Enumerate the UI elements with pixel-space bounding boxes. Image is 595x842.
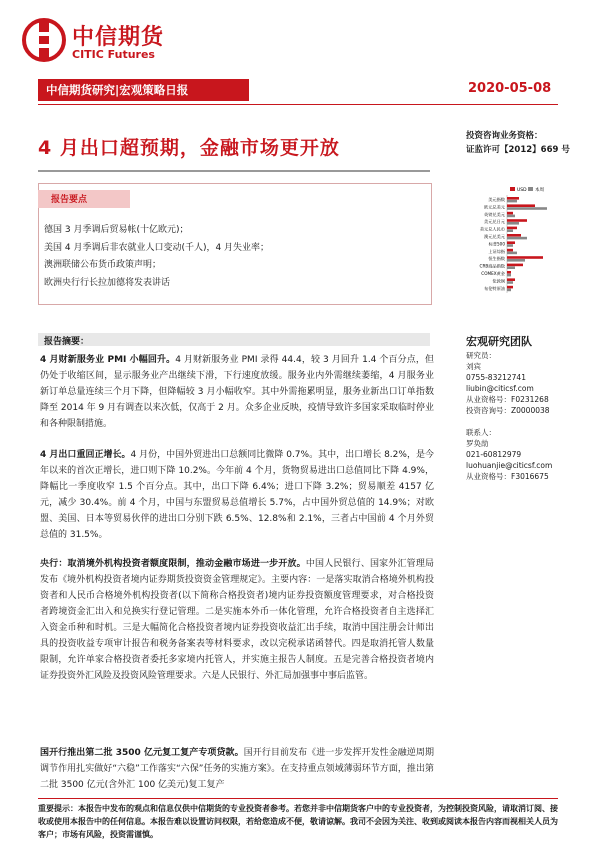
team-line: 从业资格号：F3016675 <box>466 472 549 481</box>
report-focus-list <box>44 222 269 292</box>
mini-chart-bar <box>507 256 543 259</box>
mini-chart-bar <box>507 241 515 244</box>
mini-chart-bar <box>507 200 517 203</box>
team-line: 研究员： <box>466 351 496 360</box>
team-line: 0755-83212741 <box>466 373 526 382</box>
mini-chart-bar <box>507 244 513 247</box>
mini-chart-label: 伦敦铜 <box>492 278 505 284</box>
paragraph-text: 中国人民银行、国家外汇管理局发布《境外机构投资者境内证券期货投资资金管理规定》。主要内容：一是落实取消合格境外机构投资者和人民币合格境外机构投资者(以下简称合格投资者)境内证券投资额度管理要求，对合格投资者跨境资金汇出入和兑换实行登记管理。二是实施本外币一体化管理，允许合格投资者自主选择汇入资金币种和时机。三是大幅简化合格投资者境内证券投资收益汇出手续，取消中国注册会计师出具的投资收益专项审计报告和税务备案表等材料要求，改以完税承诺函替代。四是取消托管人数量限制，允许单家合格投资者委托多家境内托管人，并实施主报告人制度。五是完善合格投资者境内证券投资外汇风险及投资风险管理要求。六是人民银行、外汇局加强事中事后监管。 <box>40 559 434 681</box>
paragraph-lead: 4 月财新服务业 PMI 小幅回升。 <box>40 355 176 365</box>
mini-chart-bar <box>507 286 513 289</box>
team-line: 联系人： <box>466 428 496 437</box>
team-line: 罗奂劼 <box>466 439 489 448</box>
team-contacts <box>466 350 552 482</box>
disclaimer: 重要提示：本报告中发布的观点和信息仅供中信期货的专业投资者参考。若您并非中信期货客户中的专业投资者，为控制投资风险，请取消订阅、接收或使用本报告中的任何信息。本报告难以设置访问权限，若给您造成不便，敬请谅解。我司不会因为关注、收到或阅读本报告内容而视相关人员为客户；市场有风险，投资需谨慎。 <box>38 804 558 839</box>
paragraph-text: 4 月财新服务业 PMI 录得 44.4，较 3 月回升 1.4 个百分点，但仍处于收缩区间，显示服务业产出继续下滑，下行速度放缓。服务业内外需继续萎缩，4 月服务业新订单总量连续三个月下降，但降幅较 3 月小幅收窄。其中外需拖累明显，服务业新出口订单指数降至 2014 年 9 月有调查以来次低，仅高于 2 月。众多企业反映，疫情导致许多国家采取临时停业和各种限制措施。 <box>40 355 434 429</box>
mini-chart-bar <box>507 271 511 274</box>
mini-chart-bar <box>507 229 513 232</box>
mini-chart-bar <box>507 204 535 207</box>
legend-swatch-usd <box>510 187 515 191</box>
qualification-line: 投资咨询业务资格： <box>466 131 543 141</box>
mini-chart-bar <box>507 264 523 267</box>
focus-item: 欧洲央行行长拉加德将发表讲话 <box>44 277 171 288</box>
focus-item: 澳洲联储公布货币政策声明； <box>44 260 162 270</box>
market-bar-chart <box>442 183 562 301</box>
mini-chart-bar <box>507 207 547 210</box>
report-focus-label: 报告要点 <box>51 195 88 205</box>
title-divider <box>38 170 430 172</box>
mini-chart-bar <box>507 197 519 200</box>
mini-chart-bar <box>507 259 525 262</box>
mini-chart-label: 美元兑日元 <box>484 219 505 225</box>
team-line: 刘宾 <box>466 362 481 371</box>
mini-chart-label: 上证综指 <box>488 248 505 254</box>
paragraph-lead: 国开行推出第二批 3500 亿元复工复产专项贷款。 <box>40 748 244 758</box>
team-line: 从业资格号：F0231268 <box>466 395 549 404</box>
team-line: luohuanjie@citicsf.com <box>466 461 553 470</box>
mini-chart-label: CRB商品指数 <box>479 263 505 269</box>
mini-chart-label: 美元指数 <box>488 197 505 202</box>
mini-chart-label: 澳元兑美元 <box>484 234 505 239</box>
mini-chart-label: 欧元兑美元 <box>484 204 505 210</box>
paragraph-text: 4 月份，中国外贸进出口总额同比微降 0.7%。其中，出口增长 8.2%，是今年以来的首次正增长，进口则下降 10.2%。今年前 4 个月，货物贸易进出口总值同比下降 4.9%，降幅比一季度收窄 1.5 个百分点。其中，出口下降 6.4%；进口下降 3.2%；贸易顺差 4157 亿元，减少 30.4%。前 4 个月，中国与东盟贸易总值增长 5.7%，占中国外贸总值的 14.9%；对欧盟、美国、日本等贸易伙伴的进出口分别下跌 6.5%、12.8%和 2.1%，三者占中国前 4 个月外贸总值的 31.5%。 <box>40 450 434 540</box>
paragraph <box>40 556 434 684</box>
team-title: 宏观研究团队 <box>466 335 532 348</box>
section-label: 中信期货研究|宏观策略日报 <box>46 83 189 97</box>
mini-chart-bar <box>507 278 515 281</box>
mini-chart-bar <box>507 215 515 218</box>
mini-chart-bar <box>507 289 511 292</box>
mini-chart-bar <box>507 281 513 284</box>
team-line: liubin@citicsf.com <box>466 384 534 393</box>
mini-chart-label: 英镑兑美元 <box>484 211 505 217</box>
mini-chart-bar <box>507 234 521 237</box>
mini-chart-label: 布伦特原油 <box>484 285 505 291</box>
mini-chart-bar <box>507 274 511 277</box>
paragraph <box>40 352 434 432</box>
report-title: 4 月出口超预期，金融市场更开放 <box>38 137 340 159</box>
paragraph-lead: 4 月出口重回正增长。 <box>40 450 131 460</box>
mini-chart-bar <box>507 237 527 240</box>
team-line <box>466 416 552 427</box>
focus-item: 美国 4 月季调后非农就业人口变动(千人)，4 月失业率； <box>44 242 270 253</box>
legend-label-week: 本周 <box>535 188 544 193</box>
abstract-header-bar <box>38 333 430 346</box>
citic-logo-icon <box>22 18 66 62</box>
report-date: 2020-05-08 <box>468 81 552 96</box>
mini-chart-label: COMEX黄金 <box>481 271 505 276</box>
paragraph <box>40 447 434 543</box>
header-divider <box>38 104 558 105</box>
paragraph-text: 国开行目前发布《进一步发挥开发性金融逆周期调节作用扎实做好“六稳”工作落实“六保”任务的实施方案》。在支持重点领域薄弱环节方面，推出第二批 3500 亿元(含外汇 100 亿美元)复工复产 <box>40 748 434 790</box>
brand-name-en: CITIC Futures <box>72 48 155 61</box>
mini-chart-bar <box>507 212 513 215</box>
mini-chart-label: 美元兑人民币 <box>479 226 505 232</box>
disclaimer-divider <box>38 798 558 799</box>
team-line: 021-60812979 <box>466 450 522 459</box>
legend-swatch-week <box>528 187 533 191</box>
brand-name-cn: 中信期货 <box>72 25 165 50</box>
mini-chart-label: 恒生指数 <box>488 256 505 262</box>
mini-chart-bar <box>507 266 515 269</box>
mini-chart-bar <box>507 222 519 225</box>
mini-chart-bar <box>507 252 517 255</box>
abstract-label: 报告摘要： <box>44 337 90 347</box>
mini-chart-bar <box>507 219 527 222</box>
focus-item: 德国 3 月季调后贸易帐(十亿欧元)； <box>44 225 189 235</box>
legend-label-usd: USD <box>517 188 527 193</box>
qualification-line: 证监许可【2012】669 号 <box>466 145 570 155</box>
team-line: 投资咨询号：Z0000038 <box>466 406 550 415</box>
mini-chart-label: 标普500 <box>488 241 505 247</box>
paragraph-lead: 央行：取消境外机构投资者额度限制，推动金融市场进一步开放。 <box>40 559 306 569</box>
paragraph <box>40 745 434 793</box>
mini-chart-bar <box>507 227 517 230</box>
mini-chart-bar <box>507 249 513 252</box>
qualification-info <box>466 129 570 157</box>
